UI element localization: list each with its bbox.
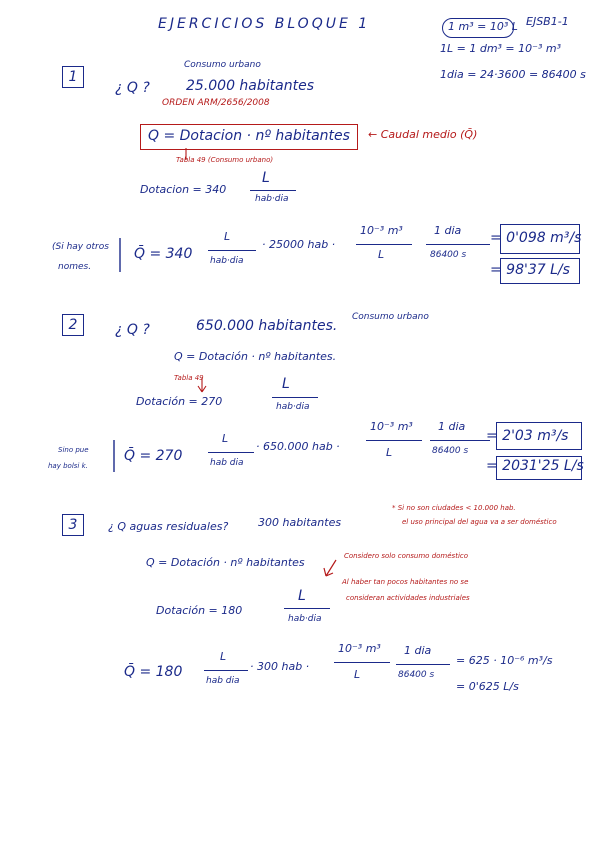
ex3-f2-den: L <box>354 668 361 681</box>
ex1-f3-bar <box>426 244 490 245</box>
ex3-note-1: * Si no son ciudades < 10.000 hab. <box>392 504 516 512</box>
ex2-side-note-2: hay bolsi k. <box>48 462 88 470</box>
ex1-calc-prefix: Q̄ = 340 <box>134 246 193 262</box>
ex3-formula: Q = Dotación · nº habitantes <box>146 556 305 569</box>
ex2-f2-den: L <box>386 446 393 459</box>
ex1-side-note-2: nomes. <box>58 262 92 272</box>
ex3-f1-num: L <box>220 650 227 663</box>
ex3-f2-num: 10⁻³ m³ <box>338 642 381 655</box>
ex3-red-arrow <box>324 560 336 576</box>
ex1-unit-fraction-bar <box>250 190 296 191</box>
ex3-f1-bar <box>204 670 248 671</box>
ex1-unit-L: L <box>262 170 270 186</box>
ex2-side-note-1: Sino pue <box>58 446 89 454</box>
ex1-table-ref: Tabla 49 (Consumo urbano) <box>176 156 274 164</box>
ex3-f3-bar <box>396 664 450 665</box>
ex2-calc-prefix: Q̄ = 270 <box>124 448 183 464</box>
ex1-side-note-1: (Si hay otros <box>52 242 109 252</box>
ex1-f1-den: hab·dia <box>210 256 244 266</box>
ex2-f2-num: 10⁻³ m³ <box>370 420 413 433</box>
ex3-result-1: = 625 · 10⁻⁶ m³/s <box>456 654 553 667</box>
ex1-regulation: ORDEN ARM/2656/2008 <box>162 98 270 108</box>
ex2-unit-L: L <box>282 376 290 392</box>
ex3-unit-fraction-bar <box>284 608 330 609</box>
ex3-consider: Considero solo consumo doméstico <box>344 552 469 560</box>
ex2-usage: Consumo urbano <box>352 312 429 322</box>
ex3-arrow-note-2: consideran actividades industriales <box>346 594 470 602</box>
ex2-unit-habdia: hab·dia <box>276 402 310 412</box>
ex1-unit-habdia: hab·dia <box>255 194 289 204</box>
exercise-number-2: 2 <box>62 314 84 336</box>
ex3-result-2: = 0'625 L/s <box>456 680 519 693</box>
ex2-f3-num: 1 dia <box>438 420 466 433</box>
ex1-f2-bar <box>356 244 412 245</box>
ex3-f2-bar <box>334 662 390 663</box>
ex1-result-2: = 98'37 L/s <box>490 262 570 278</box>
ex1-f1-num: L <box>224 230 231 243</box>
exercise-number-1: 1 <box>62 66 84 88</box>
ex3-note-2: el uso principal del agua va a ser doméstico <box>402 518 557 526</box>
ex2-f1-den: hab dia <box>210 458 244 468</box>
ex2-f2-bar <box>366 440 422 441</box>
ex1-f1-bar <box>208 250 256 251</box>
page-code: EJSB1-1 <box>526 15 569 28</box>
exercise-number-3: 3 <box>62 514 84 536</box>
ex1-f3-num: 1 dia <box>434 224 462 237</box>
conversion-3: 1dia = 24·3600 = 86400 s <box>440 68 586 81</box>
ex3-unit-habdia: hab·dia <box>288 614 322 624</box>
ex2-f3-den: 86400 s <box>432 446 469 456</box>
ex1-question: ¿ Q ? <box>115 80 150 96</box>
ex2-result-1: = 2'03 m³/s <box>486 428 569 444</box>
ex3-dotacion: Dotación = 180 <box>156 604 243 617</box>
ex2-unit-fraction-bar <box>272 397 318 398</box>
ex2-question: ¿ Q ? <box>115 322 150 338</box>
ex2-formula: Q = Dotación · nº habitantes. <box>174 350 337 363</box>
ex3-times-pop: · 300 hab · <box>250 660 310 673</box>
ex1-f3-den: 86400 s <box>430 250 467 260</box>
ex1-times-pop: · 25000 hab · <box>262 238 336 251</box>
ex2-f1-bar <box>208 452 254 453</box>
ex1-f2-den: L <box>378 248 385 261</box>
ex2-table-ref: Tabla 49 <box>174 374 204 382</box>
conversion-1: 1 m³ = 10³ L <box>448 20 518 33</box>
ex2-f1-num: L <box>222 432 229 445</box>
ex1-caudal-note: ← Caudal medio (Q̄) <box>368 128 478 141</box>
ex3-f1-den: hab dia <box>206 676 240 686</box>
ex2-result-2: = 2031'25 L/s <box>486 458 584 474</box>
ex3-question: ¿ Q aguas residuales? <box>108 520 229 533</box>
ex1-usage: Consumo urbano <box>184 60 261 70</box>
ex1-result-1: = 0'098 m³/s <box>490 230 582 246</box>
ex3-f3-num: 1 dia <box>404 644 432 657</box>
ex3-calc-prefix: Q̄ = 180 <box>124 664 183 680</box>
ex2-population: 650.000 habitantes. <box>196 318 338 334</box>
ex1-population: 25.000 habitantes <box>186 78 315 94</box>
ex3-f3-den: 86400 s <box>398 670 435 680</box>
conversion-2: 1L = 1 dm³ = 10⁻³ m³ <box>440 42 561 55</box>
page-title: EJERCICIOS BLOQUE 1 <box>158 16 371 32</box>
ex2-f3-bar <box>430 440 490 441</box>
ex3-arrow-note-1: Al haber tan pocos habitantes no se <box>342 578 469 586</box>
ex2-times-pop: · 650.000 hab · <box>256 440 340 453</box>
ex1-dotacion: Dotacion = 340 <box>140 183 227 196</box>
ex3-unit-L: L <box>298 588 306 604</box>
ex3-population: 300 habitantes <box>258 516 342 529</box>
ex1-f2-num: 10⁻³ m³ <box>360 224 403 237</box>
ex2-dotacion: Dotación = 270 <box>136 395 223 408</box>
ex1-formula: Q = Dotacion · nº habitantes <box>148 128 350 144</box>
